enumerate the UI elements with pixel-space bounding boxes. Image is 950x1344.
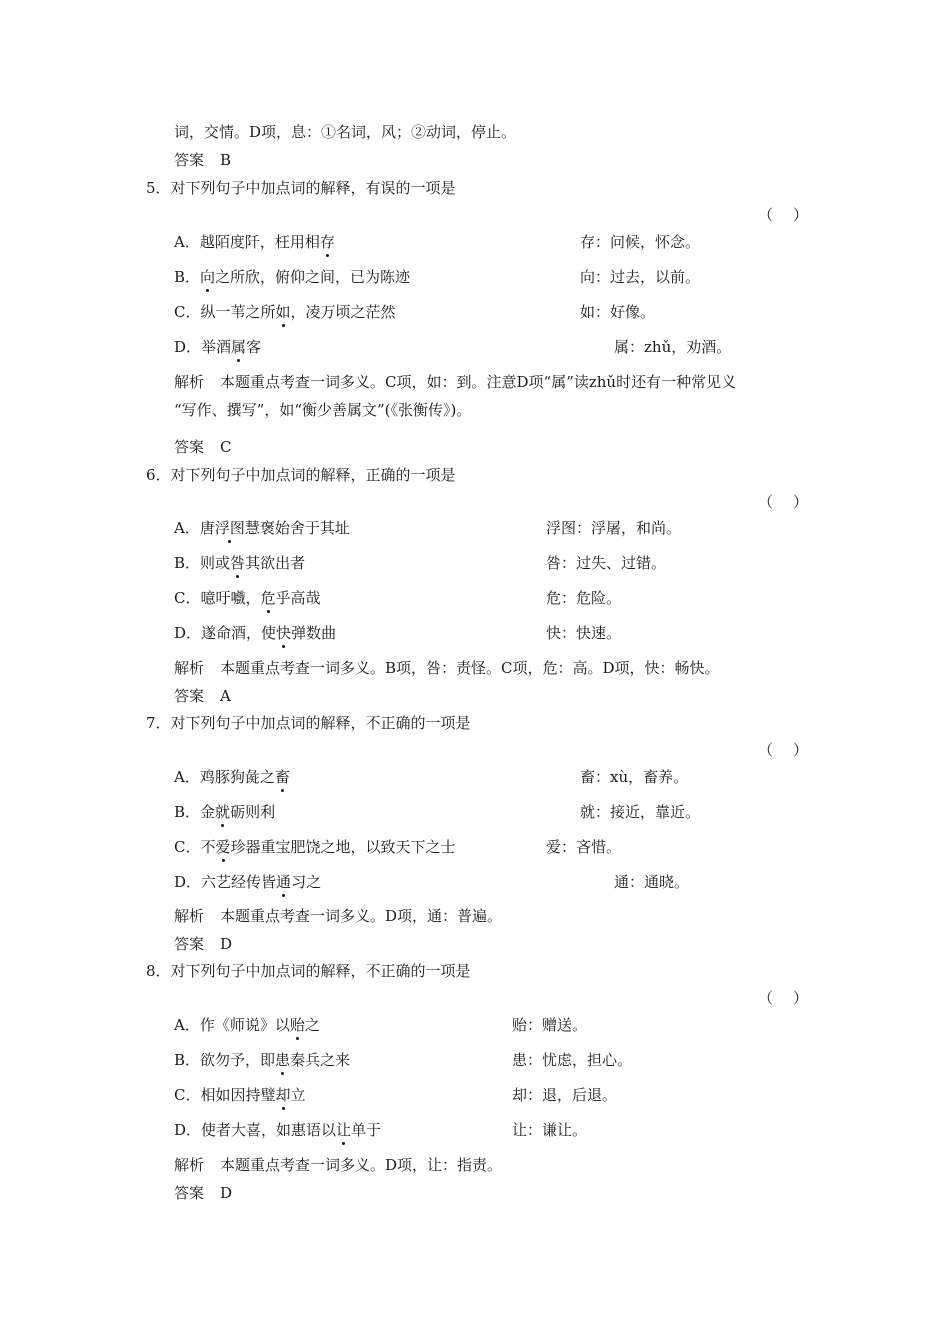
option-c-explanation: 危：危险。 [546, 589, 622, 607]
answer-label: 答案 [174, 151, 205, 169]
paren-close: ） [792, 206, 808, 224]
option-c [174, 1085, 306, 1105]
option-a [174, 232, 335, 252]
analysis-text: 本题重点考查一词多义。D项，让：指责。 [220, 1156, 503, 1174]
question-text: 对下列句子中加点词的解释，不正确的一项是 [170, 714, 471, 732]
dotted-word: 让 [336, 1121, 352, 1139]
option-d-explanation: 让：谦让。 [512, 1121, 588, 1139]
option-letter: B． [174, 1051, 201, 1069]
analysis-line [174, 372, 736, 392]
answer-value: A [220, 687, 231, 705]
option-text: 举酒 [201, 338, 232, 356]
option-c [174, 302, 396, 322]
dotted-word: 患 [275, 1051, 291, 1069]
dotted-word: 向 [200, 268, 216, 286]
answer-blank [758, 492, 808, 512]
answer-value: C [220, 438, 232, 456]
option-text: 遂命酒，使 [201, 624, 277, 642]
option-a-explanation: 贻：赠送。 [512, 1016, 588, 1034]
analysis-line [174, 1155, 502, 1175]
option-letter: B． [174, 268, 201, 286]
option-b [174, 553, 305, 573]
option-text: 使者大喜，如惠语以 [201, 1121, 337, 1139]
dotted-word: 爱 [215, 838, 231, 856]
option-b-explanation: 就：接近，靠近。 [580, 803, 701, 821]
option-c [174, 588, 321, 608]
dotted-word: 如 [275, 303, 291, 321]
option-text: 立 [290, 1086, 306, 1104]
option-text: 相如因持璧 [200, 1086, 276, 1104]
paren-close: ） [792, 741, 808, 759]
analysis-text: 本题重点考查一词多义。D项，通：普遍。 [220, 907, 503, 925]
option-text: 唐 [199, 519, 215, 537]
option-letter: B． [174, 803, 201, 821]
q4-answer [174, 150, 231, 170]
option-d [174, 872, 321, 892]
paren-open: （ [758, 206, 774, 224]
answer-label: 答案 [174, 438, 205, 456]
answer-blank [758, 988, 808, 1008]
answer-label: 答案 [174, 687, 205, 705]
answer-line [174, 1183, 232, 1203]
question-text: 对下列句子中加点词的解释，有误的一项是 [170, 179, 456, 197]
option-letter: D． [174, 1121, 202, 1139]
analysis-label: 解析 [174, 659, 205, 677]
option-text: 秦兵之来 [290, 1051, 351, 1069]
analysis-line [174, 658, 720, 678]
answer-line [174, 934, 232, 954]
option-text: 砺则利 [230, 803, 276, 821]
option-letter: C． [174, 589, 201, 607]
question-6-stem [146, 465, 456, 485]
question-8-stem [146, 961, 471, 981]
option-text: 珍器重宝肥饶之地，以致天下之士 [230, 838, 456, 856]
option-d-explanation: 快：快速。 [546, 624, 622, 642]
option-a [174, 518, 350, 538]
dotted-word: 快 [276, 624, 292, 642]
answer-value: B [220, 151, 232, 169]
option-letter: B． [174, 554, 201, 572]
option-d-explanation: 通：通晓。 [614, 873, 690, 891]
answer-value: D [220, 935, 233, 953]
option-letter: A． [174, 233, 200, 251]
dotted-word: 咎 [230, 554, 246, 572]
continuation-text: 词，交情。D项，息：①名词，风；②动词，停止。 [174, 123, 517, 141]
option-c [174, 837, 456, 857]
option-text: 作《师说》以 [199, 1016, 290, 1034]
analysis-text: 本题重点考查一词多义。C项，如：到。注意D项“属”读zhǔ时还有一种常见义 [220, 373, 737, 391]
option-letter: C． [174, 1086, 201, 1104]
dotted-word: 浮图 [214, 519, 245, 537]
option-letter: A． [174, 519, 200, 537]
option-letter: D． [174, 873, 202, 891]
option-text: 慧褒始舍于其址 [244, 519, 350, 537]
question-7-stem [146, 713, 471, 733]
analysis-text: 本题重点考查一词多义。B项，咎：责怪。C项，危：高。D项，快：畅快。 [220, 659, 720, 677]
analysis-text: “写作、撰写”，如“衡少善属文”(《张衡传》)。 [174, 401, 472, 419]
answer-blank [758, 740, 808, 760]
option-text: 之 [304, 1016, 320, 1034]
option-b [174, 267, 410, 287]
option-letter: A． [174, 768, 200, 786]
dotted-word: 通 [276, 873, 292, 891]
paren-open: （ [758, 493, 774, 511]
option-text: 客 [246, 338, 262, 356]
dotted-word: 就 [215, 803, 231, 821]
option-b [174, 1050, 350, 1070]
option-text: 单于 [351, 1121, 382, 1139]
answer-value: D [220, 1184, 233, 1202]
option-c-explanation: 爱：吝惜。 [546, 838, 622, 856]
question-number: 6． [146, 466, 171, 484]
option-b-explanation: 向：过去，以前。 [580, 268, 701, 286]
option-letter: A． [174, 1016, 200, 1034]
option-letter: C． [174, 303, 201, 321]
option-d-explanation: 属：zhǔ，劝酒。 [614, 338, 732, 356]
answer-label: 答案 [174, 935, 205, 953]
option-a-explanation: 存：问候，怀念。 [580, 233, 701, 251]
question-text: 对下列句子中加点词的解释，正确的一项是 [170, 466, 456, 484]
option-d [174, 337, 261, 357]
option-text: ，凌万顷之茫然 [290, 303, 396, 321]
question-number: 8． [146, 962, 171, 980]
option-c-explanation: 却：退，后退。 [512, 1086, 618, 1104]
answer-line [174, 437, 232, 457]
option-text: 不 [200, 838, 216, 856]
analysis-line [174, 906, 502, 926]
paren-close: ） [792, 989, 808, 1007]
question-5-stem [146, 178, 456, 198]
option-text: 其欲出者 [245, 554, 306, 572]
option-text: 鸡豚狗彘之 [199, 768, 275, 786]
analysis-line [174, 400, 471, 420]
analysis-label: 解析 [174, 1156, 205, 1174]
analysis-label: 解析 [174, 907, 205, 925]
answer-line [174, 686, 231, 706]
option-c-explanation: 如：好像。 [580, 303, 656, 321]
dotted-word: 贻 [289, 1016, 305, 1034]
option-text: 越陌度阡，枉用相 [199, 233, 320, 251]
option-d [174, 623, 336, 643]
dotted-word: 畜 [274, 768, 290, 786]
dotted-word: 存 [319, 233, 335, 251]
option-text: 欲勿予，即 [200, 1051, 276, 1069]
option-a-explanation: 畜：xù，畜养。 [580, 768, 689, 786]
option-text: 金 [200, 803, 216, 821]
option-letter: C． [174, 838, 201, 856]
option-text: 六艺经传皆 [201, 873, 277, 891]
option-text: 之所欣，俯仰之间，已为陈迹 [215, 268, 411, 286]
option-text: 噫吁嚱， [200, 589, 261, 607]
option-a [174, 1015, 320, 1035]
option-letter: D． [174, 338, 202, 356]
answer-label: 答案 [174, 1184, 205, 1202]
option-b [174, 802, 275, 822]
dotted-word: 却 [275, 1086, 291, 1104]
dotted-word: 属 [231, 338, 247, 356]
option-a-explanation: 浮图：浮屠，和尚。 [546, 519, 682, 537]
question-text: 对下列句子中加点词的解释，不正确的一项是 [170, 962, 471, 980]
option-text: 乎高哉 [275, 589, 321, 607]
option-d [174, 1120, 381, 1140]
paren-open: （ [758, 989, 774, 1007]
option-b-explanation: 患：忧虑，担心。 [512, 1051, 633, 1069]
option-text: 习之 [291, 873, 322, 891]
question-number: 7． [146, 714, 171, 732]
answer-blank [758, 205, 808, 225]
question-number: 5． [146, 179, 171, 197]
paren-close: ） [792, 493, 808, 511]
option-text: 则或 [200, 554, 231, 572]
paren-open: （ [758, 741, 774, 759]
analysis-label: 解析 [174, 373, 205, 391]
option-letter: D． [174, 624, 202, 642]
option-a [174, 767, 290, 787]
option-b-explanation: 咎：过失、过错。 [546, 554, 667, 572]
option-text: 弹数曲 [291, 624, 337, 642]
dotted-word: 危 [260, 589, 276, 607]
option-text: 纵一苇之所 [200, 303, 276, 321]
